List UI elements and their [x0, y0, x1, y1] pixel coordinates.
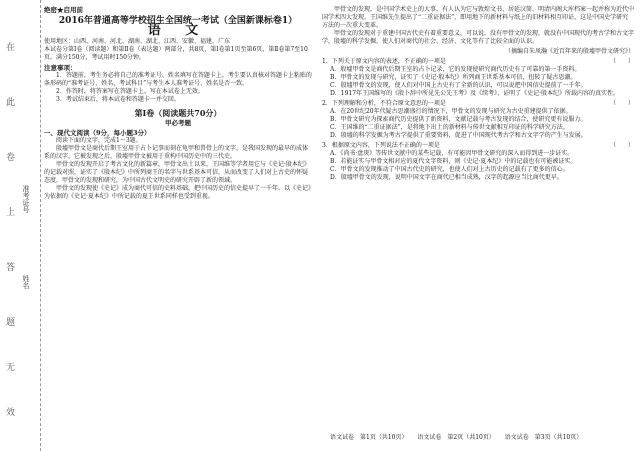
source-citation: （摘编自朱凤瀚《近百年来的殷墟甲骨文研究》）	[504, 48, 634, 55]
answer-blank: （ ）	[609, 100, 634, 107]
option: B．甲骨文的发现与研究，证实了《史记·殷本纪》所列商王世系基本可信，扭转了疑古思潮。	[330, 74, 577, 81]
answer-blank: （ ）	[609, 58, 634, 65]
question-stem: 3．根据原文内容，下列说法不正确的一项是	[322, 142, 440, 149]
option: C．王国维的“二重证据法”，是将地下出土的新材料与传世文献相互印证的科学研究方法。	[330, 124, 569, 131]
option: D．殷墟甲骨文的发现，说明中国文字在商代已相当成熟，汉字的起源应当比商代更早。	[330, 174, 563, 181]
field-name-label: 姓名	[22, 275, 30, 289]
subject-title: 语 文	[147, 23, 209, 38]
question	[322, 100, 634, 140]
question	[322, 58, 634, 98]
binding-char: 卷	[6, 153, 16, 163]
question-stem: 1．下列关于原文内容的表述，不正确的一项是	[322, 58, 446, 65]
reading-paragraph: 甲骨文的发现对于重建中国古代史有着重要意义，可以说，没有甲骨文的发现，就没有中国现代的考古学和古文字学，殷墟的科学发掘，使人们对商代的社会、经济、文化等有了比较全面的认识。	[322, 30, 635, 45]
field-id-label: 准考证号	[22, 185, 30, 213]
option: C．甲骨文的发现推动了中国古代史的研究，也使人们对上古历史的记载有了更多的信心。	[330, 166, 569, 173]
part-heading: 第Ⅰ卷（阅读题共70分）	[134, 108, 222, 118]
section-heading: 一、现代文阅读（9分，每小题3分）	[44, 129, 151, 137]
reading-paragraph: 甲骨文的发现开启了考古文化的新篇章，甲骨文出土以来，王国维等学者用它与《史记·殷本纪》的记载对照，证实了《殷本纪》中所列商王的名字与世系基本可信，从而改变了人们对上古史的怀疑态度，甲骨文的发现和研究，为中国古代文明史的研究开辟了新的领域。	[44, 161, 310, 184]
binding-char: 题	[6, 318, 16, 328]
option: A．殷墟甲骨文是商代后期王室的占卜记录，它的发现使研究商代历史有了可靠的第一手资料。	[330, 66, 581, 73]
option: A．在20世纪20年代疑古思潮盛行的情况下，甲骨文的发现与研究为古史重建提供了依据。	[330, 108, 572, 115]
option: C．殷墟甲骨文的发现，使人们对中国上古史有了全新的认识，可以说把中国信史提前了一千年。	[330, 82, 587, 89]
question	[322, 142, 634, 182]
right-column	[322, 6, 634, 182]
option: B．甲骨文研究为探索商代历史提供了新资料，文献记载与考古发现的结合，使研究更有说服力。	[330, 116, 587, 123]
binding-char: 上	[6, 208, 16, 218]
must-answer-heading: 甲必考题	[165, 119, 191, 127]
binding-char: 答	[6, 263, 16, 273]
footer-page-label: 语文试卷 第2页（共10页）	[417, 434, 495, 441]
option: B．若能证实与甲骨文相对应的夏代文字资料，则《史记·夏本纪》中的记载也有可能被证实。	[330, 158, 577, 165]
footer-page-label: 语文试卷 第3页（共10页）	[504, 434, 583, 441]
usage-regions: 使用地区：山西、河南、河北、湖南、湖北、江西、安徽、福建、广东	[44, 38, 231, 45]
option: A．《尚书·盘庚》等传世文献中的某些记载，有可能因甲骨文研究的深入而得到进一步证实。	[330, 150, 574, 157]
binding-char: 在	[6, 43, 16, 53]
notice-item: 3．考试结束后，将本试卷和答题卡一并交回。	[56, 96, 180, 103]
notice-heading: 注意事项：	[44, 64, 77, 72]
left-column	[44, 6, 312, 201]
notice-item: 2．作答时，将答案写在答题卡上。写在本试卷上无效。	[56, 88, 204, 95]
reading-paragraph: 甲骨文的发现使《史记》成为商代可信的史料基础，把中国历史的信史提早了一千年。以《史记》为依据的《史记·夏本纪》中所记载的夏王世系同样也受到重视。	[44, 185, 312, 200]
reading-paragraph: 殷墟甲骨文是商代后期王室用于占卜记事而刻在龟甲和兽骨上的文字，是我国发现的最早的成体系的汉字，它被发现之后，殷墟甲骨文被用于重构中国历史中的三代史。	[44, 145, 309, 160]
binding-char: 此	[6, 98, 16, 108]
footer-page-label: 语文试卷 第1页（共10页）	[330, 434, 408, 441]
option: D．1917年王国维写的《殷卜辞中所见先公先王考》及《续考》，证明了《史记·殷本纪》所载内容的真实性。	[330, 90, 619, 97]
question-stem: 2．下列理解和分析，不符合原文意思的一项是	[322, 100, 446, 107]
page-footer	[330, 432, 590, 441]
binding-char: 无	[6, 363, 16, 373]
exam-title: 2016年普通高等学校招生全国统一考试（全国新课标卷1）	[58, 16, 298, 26]
reading-paragraph: 甲骨文的发现，是中国学术史上的大事，有人认为它与敦煌文书、居延汉简、明清内阁大库档案一起并称为近代中国学术四大发现。王国维先生提出了“二重证据法”，即用地下的新材料与纸上的旧材料相互印证，这是中国史学研究方法的一次重大变革。	[322, 6, 635, 29]
secret-mark: 绝密★启用前	[44, 6, 83, 14]
answer-blank: （ ）	[609, 142, 634, 149]
binding-char: 效	[6, 408, 16, 418]
option: D．殷墟的科学发掘为考古学提供了重要资料，促进了中国现代考古学和古文字学的产生与发展。	[330, 132, 587, 139]
binding-margin	[0, 0, 41, 451]
notice-item: 1．答题前，考生务必将自己的准考证号、姓名填写在答题卡上。考生要认真核对答题卡上粘贴的条形码的“准考证号、姓名、考试科目”与考生本人准考证号、姓名是否一致。	[44, 72, 312, 87]
section-intro: 阅读下面的文字，完成1～3题。	[56, 137, 142, 144]
paper-structure: 本试卷分第Ⅰ卷（阅读题）和第Ⅱ卷（表达题）两部分，共8页，第Ⅰ卷第1页至第6页，第Ⅱ卷第7至10页。满分150分，考试用时150分钟。	[44, 46, 308, 61]
